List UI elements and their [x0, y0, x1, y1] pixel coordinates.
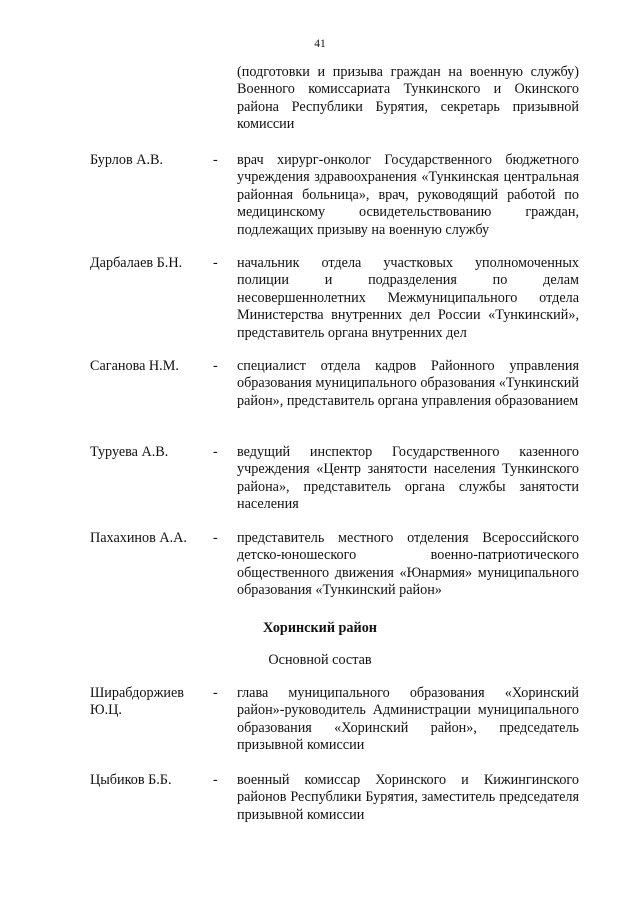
page-number: 41	[314, 38, 326, 50]
entry-description: ведущий инспектор Государственного казенного учреждения «Центр занятости населения Тункинского района», представитель органа службы занятости населения	[237, 444, 579, 513]
entry-description: начальник отдела участковых уполномоченных полиции и подразделения по делам несовершеннолетних Межмуниципального отдела Министерства внутренних дел России «Тункинский», представитель органа внутренних дел	[237, 255, 579, 341]
entry-description: глава муниципального образования «Хоринский район»-руководитель Администрации муниципального образования «Хоринский район», председатель призывной комиссии	[237, 685, 579, 754]
dash-separator: -	[213, 358, 218, 374]
section-subtitle: Основной состав	[268, 652, 372, 668]
member-name: Цыбиков Б.Б.	[90, 772, 172, 788]
dash-separator: -	[213, 152, 218, 168]
entry-description: (подготовки и призыва граждан на военную службу) Военного комиссариата Тункинского и Окинского района Республики Бурятия, секретарь призывной комиссии	[237, 64, 579, 133]
dash-separator: -	[213, 255, 218, 271]
entry-description: врач хирург-онколог Государственного бюджетного учреждения здравоохранения «Тункинская центральная районная больница», врач, руководящий работой по медицинскому освидетельствованию граждан, подлежащих призыву на военную службу	[237, 152, 579, 238]
dash-separator: -	[213, 685, 218, 701]
member-name: Туруева А.В.	[90, 444, 169, 460]
member-name: Пахахинов А.А.	[90, 530, 187, 546]
dash-separator: -	[213, 444, 218, 460]
member-name: Ширабдоржиев Ю.Ц.	[90, 685, 184, 719]
dash-separator: -	[213, 530, 218, 546]
member-name: Дарбалаев Б.Н.	[90, 255, 183, 271]
member-name: Бурлов А.В.	[90, 152, 164, 168]
member-name: Саганова Н.М.	[90, 358, 179, 374]
dash-separator: -	[213, 772, 218, 788]
entry-description: специалист отдела кадров Районного управления образования муниципального образования «Тункинский район», представитель органа управления образованием	[237, 358, 579, 409]
section-title: Хоринский район	[263, 620, 377, 636]
entry-description: военный комиссар Хоринского и Кижингинского районов Республики Бурятия, заместитель председателя призывной комиссии	[237, 772, 579, 823]
entry-description: представитель местного отделения Всероссийского детско-юношеского военно-патриотического общественного движения «Юнармия» муниципального образования «Тункинский район»	[237, 530, 579, 599]
